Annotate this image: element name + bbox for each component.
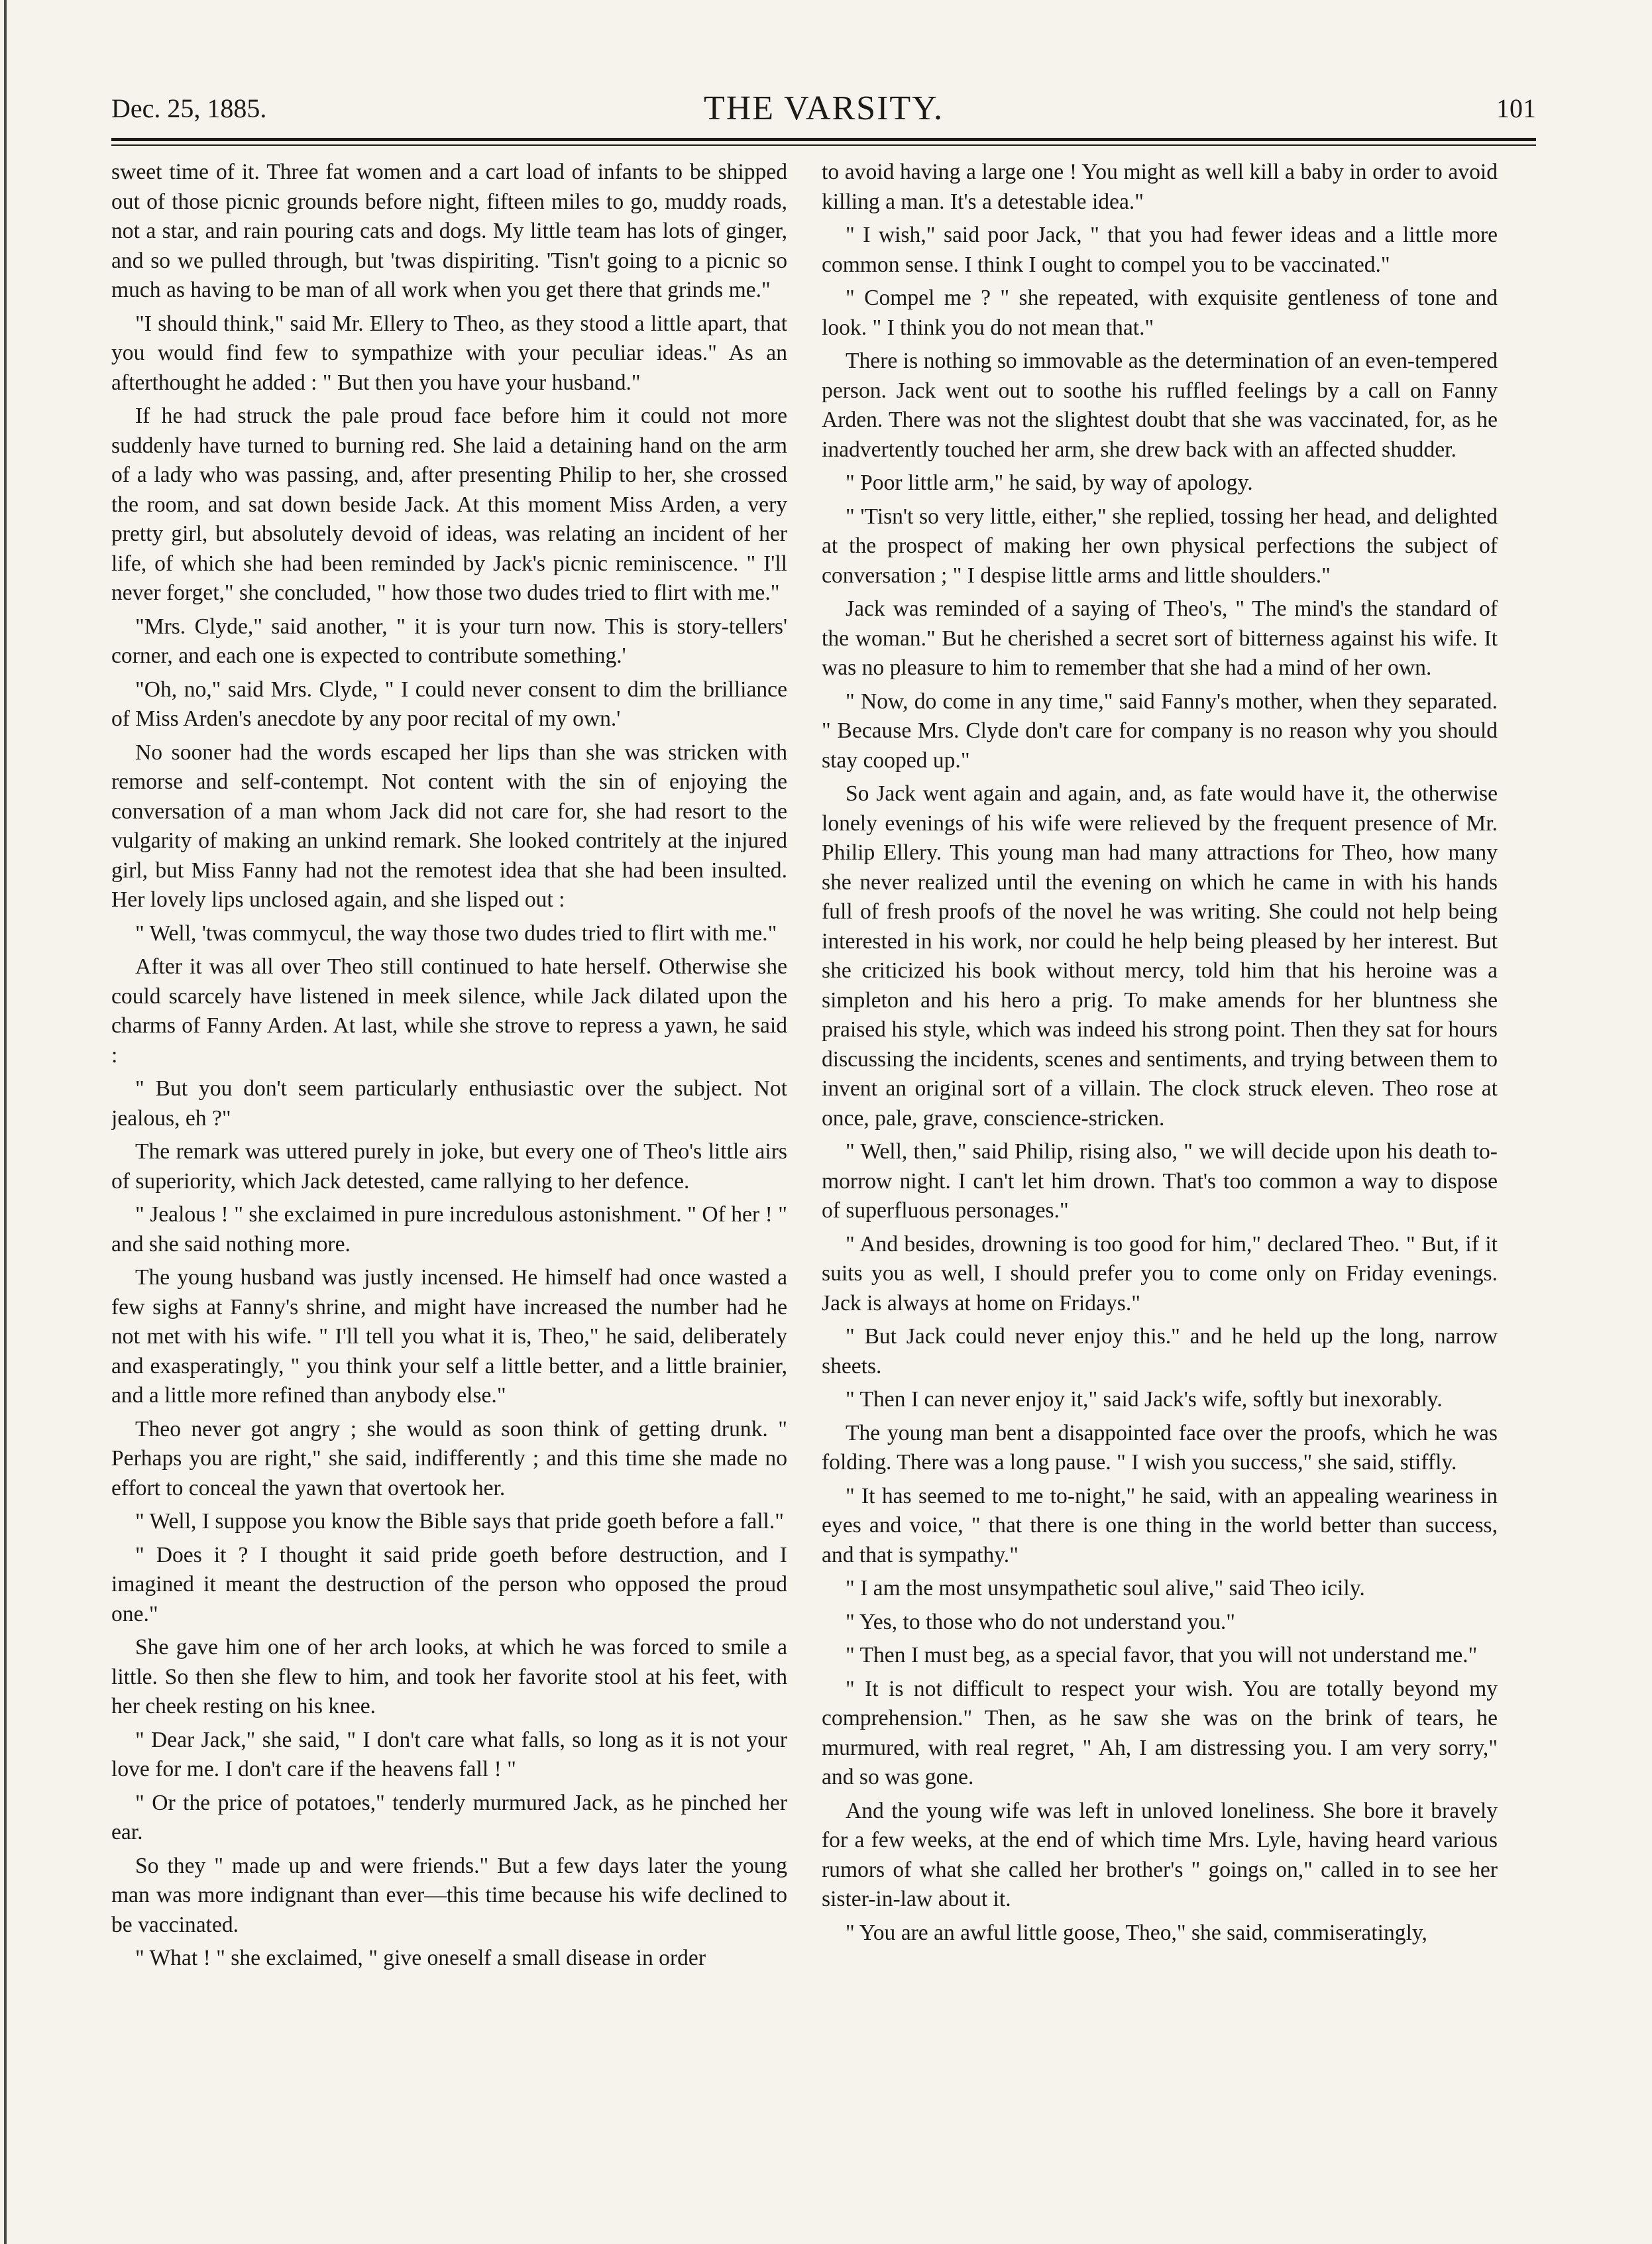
paragraph: " Then I must beg, as a special favor, that you will not understand me.": [846, 1643, 1478, 1667]
paragraph: " Compel me ? " she repeated, with exquisite gentleness of tone and look. " I think you do not mean that.": [822, 286, 1498, 340]
paragraph: " Or the price of potatoes," tenderly murmured Jack, as he pinched her ear.: [111, 1790, 787, 1844]
paragraph: "I should think," said Mr. Ellery to Theo, as they stood a little apart, that you would find few to sympathize with your peculiar ideas." As an afterthought he added : " But then you have your husband.": [111, 311, 787, 395]
paragraph: " But you don't seem particularly enthusiastic over the subject. Not jealous, eh ?": [111, 1076, 787, 1131]
paragraph: No sooner had the words escaped her lips than she was stricken with remorse and self-contempt. Not content with the sin of enjoying the conversation of a man whom Jack did not care for, she had resort to the vulgarity of making an unkind remark. She looked contritely at the injured girl, but Miss Fanny had not the remotest idea that she had been insulted. Her lovely lips unclosed again, and she lisped out :: [111, 740, 787, 912]
paragraph: " But Jack could never enjoy this." and he held up the long, narrow sheets.: [822, 1324, 1498, 1378]
masthead-title: THE VARSITY.: [703, 89, 944, 127]
paragraph: The young man bent a disappointed face over the proofs, which he was folding. There was a long pause. " I wish you success," she said, stiffly.: [822, 1420, 1498, 1475]
paragraph: " What ! " she exclaimed, " give oneself a small disease in order: [135, 1946, 706, 1970]
issue-date: Dec. 25, 1885.: [111, 93, 267, 123]
page-edge: [4, 0, 7, 2244]
paragraph: The remark was uttered purely in joke, but every one of Theo's little airs of superiority, which Jack detested, came rallying to her defence.: [111, 1139, 787, 1194]
header-rule-thick: [111, 138, 1536, 141]
paragraph: " Does it ? I thought it said pride goeth before destruction, and I imagined it meant the destruction of the person who opposed the proud one.": [111, 1542, 787, 1626]
paragraph: to avoid having a large one ! You might as well kill a baby in order to avoid killing a man. It's a detestable idea.": [822, 160, 1498, 214]
paragraph: Jack was reminded of a saying of Theo's, " The mind's the standard of the woman." But he cherished a secret sort of bitterness against his wife. It was no pleasure to him to remember that she had a mind of her own.: [822, 596, 1498, 680]
paragraph: So Jack went again and again, and, as fate would have it, the otherwise lonely evenings of his wife were relieved by the frequent presence of Mr. Philip Ellery. This young man had many attractions for Theo, how many she never realized until the evening on which he came in with his hands full of fresh proofs of the novel he was writing. She could not help being interested in his work, nor could he help being pleased by her interest. But she criticized his book without mercy, told him that his heroine was a simpleton and his hero a prig. To make amends for her bluntness she praised his style, which was indeed his strong point. Then they sat for hours discussing the incidents, scenes and sentiments, and trying between them to invent an original sort of a villain. The clock struck eleven. Theo rose at once, pale, grave, conscience-stricken.: [822, 781, 1498, 1131]
paragraph: " You are an awful little goose, Theo," she said, commiseratingly,: [846, 1920, 1427, 1945]
paragraph: " Now, do come in any time," said Fanny's mother, when they separated. " Because Mrs. Clyde don't care for company is no reason why you should stay cooped up.": [822, 689, 1498, 773]
paragraph: " I wish," said poor Jack, " that you had fewer ideas and a little more common sense. I think I ought to compel you to be vaccinated.": [822, 223, 1498, 277]
paragraph: And the young wife was left in unloved loneliness. She bore it bravely for a few weeks, at the end of which time Mrs. Lyle, having heard various rumors of what she called her brother's " goings on," called in to see her sister-in-law about it.: [822, 1798, 1498, 1911]
paragraph: " 'Tisn't so very little, either," she replied, tossing her head, and delighted at the prospect of making her own physical perfections the subject of conversation ; " I despise little arms and little shoulders.": [822, 504, 1498, 588]
header-rule-thin: [111, 144, 1536, 146]
paragraph: " Then I can never enjoy it," said Jack's wife, softly but inexorably.: [846, 1387, 1443, 1412]
right-column: [822, 158, 1498, 2222]
paragraph: There is nothing so immovable as the determination of an even-tempered person. Jack went out to soothe his ruffled feelings by a call on Fanny Arden. There was not the slightest doubt that she was vaccinated, for, as he inadvertently touched her arm, she drew back with an affected shudder.: [822, 349, 1498, 462]
paragraph: " Well, I suppose you know the Bible says that pride goeth before a fall.": [135, 1509, 784, 1534]
paragraph: " Jealous ! " she exclaimed in pure incredulous astonishment. " Of her ! " and she said nothing more.: [111, 1202, 787, 1257]
paragraph: " It has seemed to me to-night," he said, with an appealing weariness in eyes and voice, " that there is one thing in the world better than success, and that is sympathy.": [822, 1483, 1498, 1567]
paragraph: "Oh, no," said Mrs. Clyde, " I could never consent to dim the brilliance of Miss Arden's anecdote by any poor recital of my own.': [111, 677, 787, 731]
paragraph: Theo never got angry ; she would as soon think of getting drunk. " Perhaps you are right," she said, indifferently ; and this time she made no effort to conceal the yawn that overtook her.: [111, 1416, 787, 1500]
paragraph: So they " made up and were friends." But a few days later the young man was more indignant than ever—this time because his wife declined to be vaccinated.: [111, 1853, 787, 1937]
paragraph: " And besides, drowning is too good for him," declared Theo. " But, if it suits you as well, I should prefer you to come only on Friday evenings. Jack is always at home on Fridays.": [822, 1231, 1498, 1316]
paragraph: " Dear Jack," she said, " I don't care what falls, so long as it is not your love for me. I don't care if the heavens fall ! ": [111, 1727, 787, 1781]
paragraph: " Poor little arm," he said, by way of apology.: [846, 471, 1253, 495]
paragraph: After it was all over Theo still continued to hate herself. Otherwise she could scarcely have listened in meek silence, while Jack dilated upon the charms of Fanny Arden. At last, while she strove to repress a yawn, he said :: [111, 954, 787, 1068]
paragraph: " Well, 'twas commycul, the way those two dudes tried to flirt with me.": [135, 921, 777, 946]
paragraph: sweet time of it. Three fat women and a cart load of infants to be shipped out of those picnic grounds before night, fifteen miles to go, muddy roads, not a star, and rain pouring cats and dogs. My little team has lots of ginger, and so we pulled through, but 'twas dispiriting. 'Tisn't going to a picnic so much as having to be man of all work when you get there that grinds me.": [111, 160, 787, 302]
paragraph: She gave him one of her arch looks, at which he was forced to smile a little. So then she flew to him, and took her favorite stool at his feet, with her cheek resting on his knee.: [111, 1635, 787, 1718]
paragraph: If he had struck the pale proud face before him it could not more suddenly have turned to burning red. She laid a detaining hand on the arm of a lady who was passing, and, after presenting Philip to her, she crossed the room, and sat down beside Jack. At this moment Miss Arden, a very pretty girl, but absolutely devoid of ideas, was relating an incident of her life, of which she had been reminded by Jack's picnic reminiscence. " I'll never forget," she concluded, " how those two dudes tried to flirt with me.": [111, 404, 787, 605]
left-column: [111, 158, 787, 2222]
paragraph: " Well, then," said Philip, rising also, " we will decide upon his death to-morrow night. I can't let him drown. That's too common a way to dispose of superfluous personages.": [822, 1139, 1498, 1223]
paragraph: " I am the most unsympathetic soul alive," said Theo icily.: [846, 1576, 1365, 1600]
page-header: [111, 89, 1536, 139]
page-number: 101: [1496, 93, 1536, 123]
paragraph: " It is not difficult to respect your wish. You are totally beyond my comprehension." Then, as he saw she was on the brink of tears, he murmured, with real regret, " Ah, I am distressing you. I am very sorry," and so was gone.: [822, 1676, 1498, 1789]
paragraph: " Yes, to those who do not understand you.": [846, 1609, 1235, 1634]
paragraph: "Mrs. Clyde," said another, " it is your turn now. This is story-tellers' corner, and each one is expected to contribute something.': [111, 614, 787, 668]
paragraph: The young husband was justly incensed. He himself had once wasted a few sighs at Fanny's shrine, and might have increased the number had he not met with his wife. " I'll tell you what it is, Theo," he said, deliberately and exasperatingly, " you think your self a little better, and a little brainier, and a little more refined than anybody else.": [111, 1265, 787, 1408]
